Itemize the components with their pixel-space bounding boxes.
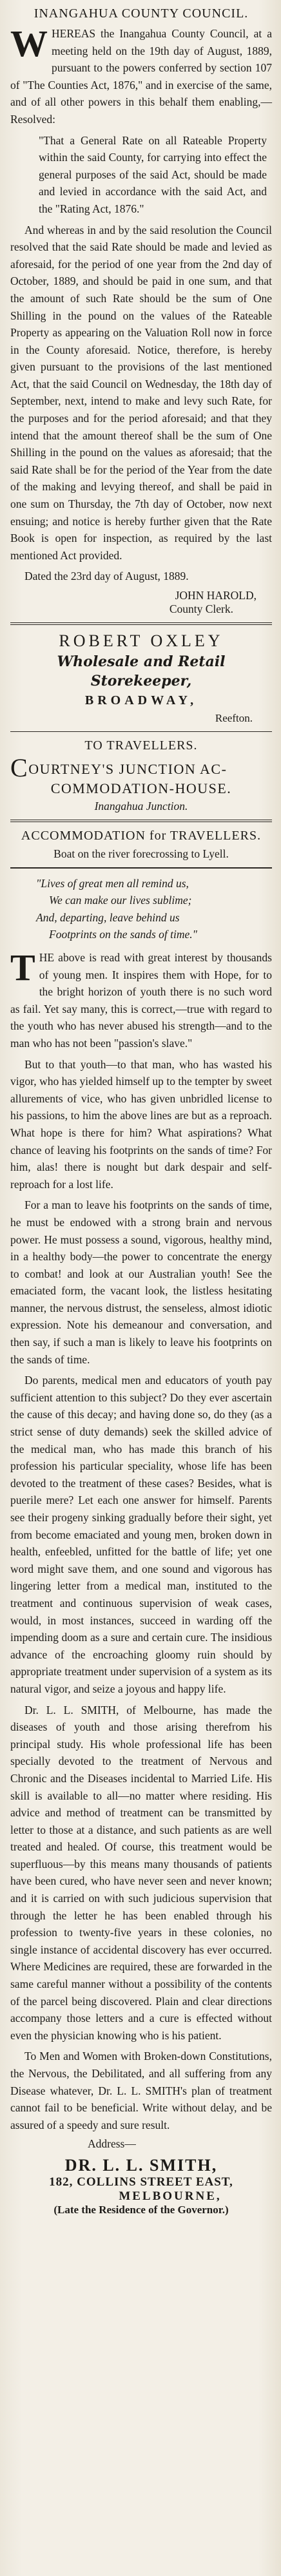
smith-paragraph-2: But to that youth—to that man, who has wasted his vigor, who has yielded himself up to the tempter by sweet allurements of vice, who has given unbridled license to his passions, to him the above lines are but as a reproach. What hope is there for him? What aspirations? What chance of leaving his footprints on the sands of time? For him, alas! there is nought but dark despair and self-reproach for a lost life. — [10, 1057, 272, 1191]
council-paragraph-1 — [10, 25, 272, 128]
council-role: County Clerk. — [169, 602, 233, 615]
smith-address-label: Address— — [88, 2137, 136, 2151]
travellers-place: Inangahua Junction. — [94, 800, 188, 812]
accommodation-ad — [10, 829, 272, 861]
smith-late-note: (Late the Residence of the Governor.) — [53, 2204, 229, 2216]
divider — [10, 622, 272, 625]
travellers-line-1-text: OURTNEY'S JUNCTION AC- — [28, 761, 228, 777]
council-dropcap: W — [10, 23, 48, 64]
smith-address — [10, 2156, 272, 2216]
smith-dropcap: T — [10, 947, 35, 988]
poem-line: We can make our lives sublime; — [49, 894, 192, 907]
smith-paragraph-3: For a man to leave his footprints on the sands of time, he must be endowed with a strong brain and nervous power. He must possess a sound, vigorous, healthy mind, in a healthy body—the power to concentrate the energy to combat! and look at our Australian youth! See the emaciated form, the vacant look, the listless hesitating manner, the nervous distrust, the senseless, almost idiotic expression. Note his demeanour and conversation, and then say, if such a man is likely to leave his footprints on the sands of time. — [10, 1198, 272, 1366]
poem-line: Footprints on the sands of time." — [49, 927, 197, 941]
smith-article — [10, 949, 272, 2216]
travellers-line-1 — [10, 753, 272, 782]
accommodation-heading: ACCOMMODATION for TRAVELLERS. — [21, 829, 262, 843]
poem — [10, 875, 272, 943]
council-signer: JOHN HAROLD, — [175, 589, 257, 602]
oxley-name: ROBERT OXLEY — [59, 631, 224, 650]
oxley-street: BROADWAY, — [84, 693, 198, 707]
oxley-town: Reefton. — [215, 712, 253, 724]
council-dated: Dated the 23rd day of August, 1889. — [24, 570, 189, 583]
council-resolution: "That a General Rate on all Rateable Property within the said County, for carrying into effect the general purposes of the said Act, should be made and levied in accordance with the said Act, and the "Rating Act, 1876." — [39, 133, 267, 215]
smith-paragraph-5: Dr. L. L. SMITH, of Melbourne, has made the diseases of youth and those arising therefrom his principal study. His whole professional life has been specially devoted to the treatment of Nervous and Chronic and the Diseases incidental to Married Life. His skill is available to all—no matter where residing. His advice and method of treatment can be transmitted by letter to those at a distance, and such patients as are well treated and healed. Of course, this treatment would be superfluous—by this means many thousands of patients have been cured, who have never seen and never known; and it is carried on with such judicious supervision that through the letter he has been enabled through his profession to twenty-five years in these colonies, no single instance of accidental discovery has ever occurred. Where Medicines are required, these are forwarded in the same careful manner without a possibility of the contents of the parcel being discovered. Plain and clear directions accompany those letters and a cure is effected without even the physician knowing who is his patient. — [10, 1703, 272, 2042]
travellers-ad — [10, 738, 272, 813]
smith-city: MELBOURNE, — [119, 2189, 222, 2204]
oxley-trade: Wholesale and Retail — [57, 653, 226, 670]
council-paragraph-1-text: HEREAS the Inangahua County Council, at a meeting held on the 19th day of August, 1889, pursuant to the powers conferred by section 107 of "The Counties Act, 1876," and in exercise of the same, and of all other powers in this behalf them enabling,—Resolved: — [10, 27, 272, 126]
travellers-heading: TO TRAVELLERS. — [84, 738, 198, 753]
oxley-ad — [10, 631, 272, 725]
accommodation-boat: Boat on the river forecrossing to Lyell. — [53, 847, 229, 860]
oxley-trade-2: Storekeeper, — [90, 673, 192, 689]
divider — [10, 867, 272, 869]
smith-doctor-name: DR. L. L. SMITH, — [64, 2156, 218, 2175]
poem-line: And, departing, leave behind us — [36, 910, 180, 924]
travellers-dropcap: C — [10, 753, 29, 782]
travellers-line-2: COMMODATION-HOUSE. — [50, 780, 232, 796]
divider — [10, 820, 272, 822]
poem-line: "Lives of great men all remind us, — [36, 877, 189, 890]
divider — [10, 731, 272, 732]
smith-paragraph-1-text: HE above is read with great interest by thousands of young men. It inspires them with Hope, for to the bright horizon of youth there is no such word as fail. Yet say many, this is correct,—true with regard to the youth who has never abused his strength—and to the man who has not been "passion's slave." — [10, 951, 272, 1050]
smith-paragraph-6: To Men and Women with Broken-down Constitutions, the Nervous, the Debilitated, and all suffering from any Disease whatever, Dr. L. L. SMITH's plan of treatment cannot fail to be beneficial. Write without delay, and be assured of a speedy and sure result. — [10, 2050, 272, 2131]
council-title: INANGAHUA COUNTY COUNCIL. — [34, 6, 249, 21]
council-notice — [10, 6, 272, 616]
council-paragraph-3: And whereas in and by the said resolution the Council resolved that the said Rate should be made and levied as aforesaid, for the period of one year from the 2nd day of October, 1889, and should be paid in one sum, and that the amount of such Rate should be the sum of One Shilling in the pound on the values of the Rateable Property as appearing on the Valuation Roll now in force in the County aforesaid. Notice, therefore, is hereby given pursuant to the provisions of the last mentioned Act, that the said Council on Wednesday, the 18th day of September, next, intend to make and levy such Rate, for the purposes and for the period aforesaid; and that they intend that the amount thereof shall be the sum of One Shilling in the pound on the values as aforesaid; that the said Rate shall be for the period of the Year from the date of the making and levying thereof, and shall be paid in one sum on Thursday, the 7th day of October, now next ensuing; and notice is hereby further given that the Rate Book is open for inspection, as required by the last mentioned Act provided. — [10, 223, 272, 562]
smith-paragraph-4: Do parents, medical men and educators of youth pay sufficient attention to this subject? Do they ever ascertain the cause of this decay; and having done so, do they (as a strict sense of duty demands) seek the skilled advice of the medical man, who has made this branch of his profession his particular speciality, whose life has been devoted to the treatment of these cases? Besides, what is puerile mere? Let each one answer for himself. Parents see their progeny sinking gradually before their sight, yet from become emaciated and young men, broken down in health, enfeebled, unfitted for the battle of life; yet one word might save them, and one sound and vigorous has lingering letter from a medical man, instituted to the treatment and continuous supervision of weak cases, would, in most instances, succeed in warding off the impending doom as a sure and certain cure. The insidious advance of the encroaching gloomy ruin should by appropriate treatment under supervision of a system as its natural vigor, and seize a joyous and happy life. — [10, 1374, 272, 1695]
smith-paragraph-1 — [10, 949, 272, 1052]
smith-street: 182, COLLINS STREET EAST, — [49, 2175, 233, 2189]
